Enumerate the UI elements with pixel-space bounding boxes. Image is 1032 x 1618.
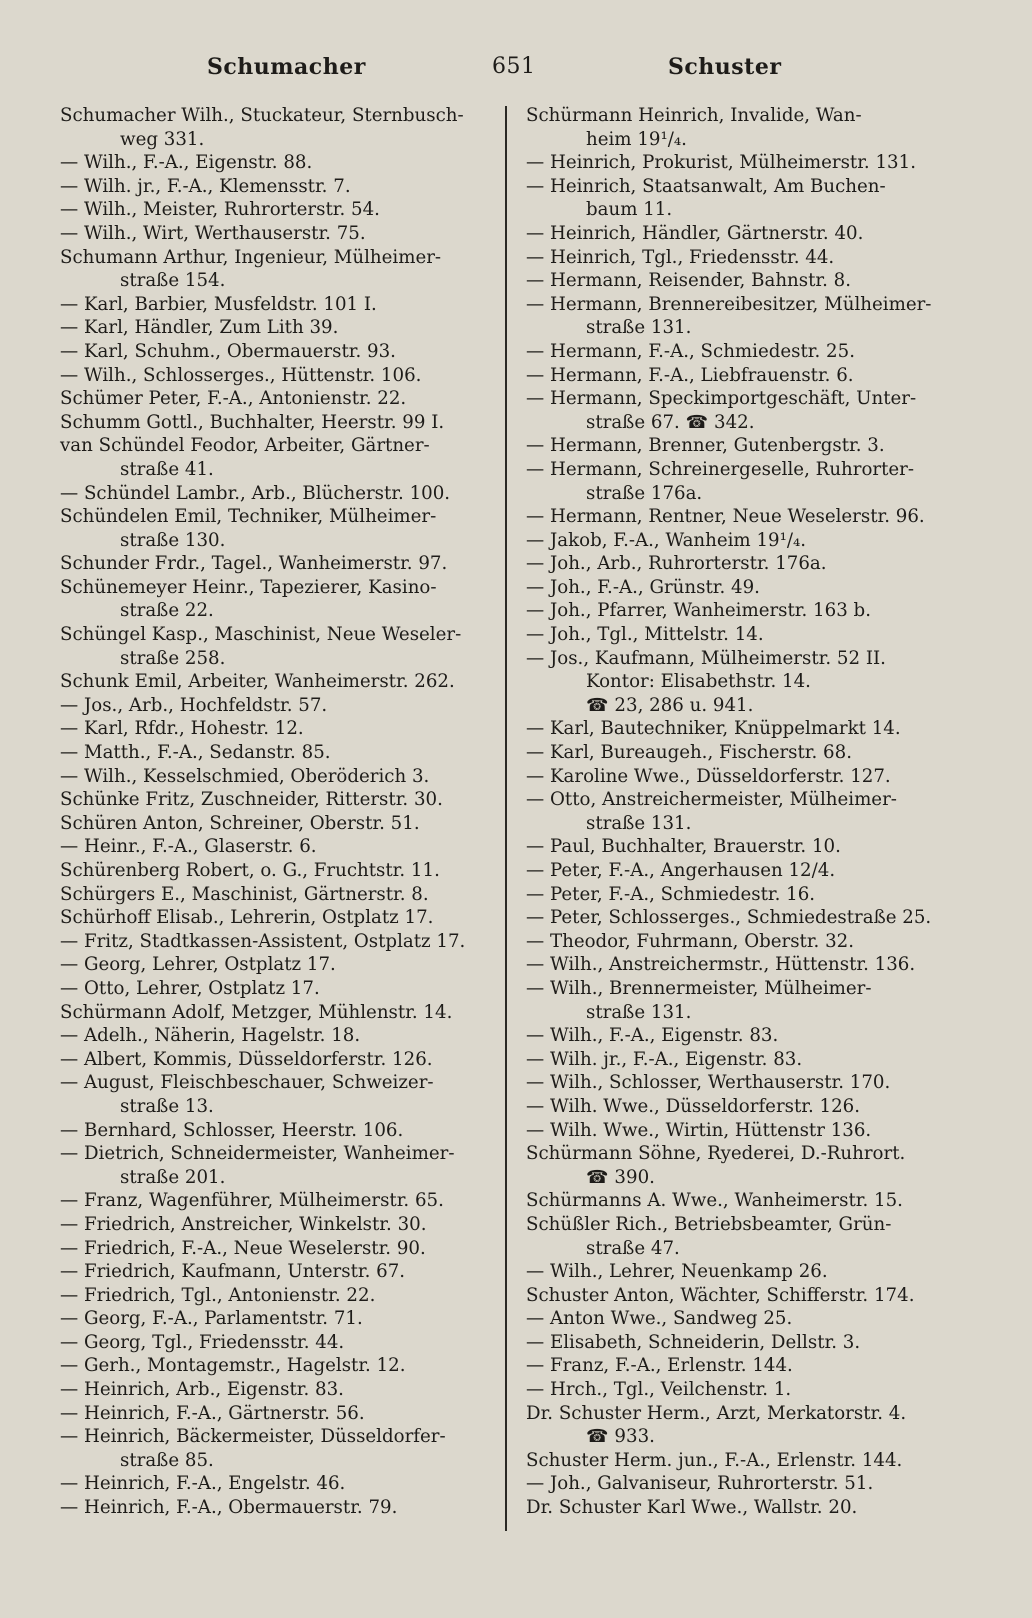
directory-entry — [526, 647, 976, 718]
directory-entry — [60, 1048, 486, 1072]
entry-line: Dr. Schuster Herm., Arzt, Merkatorstr. 4. — [526, 1402, 907, 1424]
entry-line: — August, Fleischbeschauer, Schweizer- — [60, 1072, 434, 1094]
entry-line: — Franz, Wagenführer, Mülheimerstr. 65. — [60, 1190, 444, 1212]
entry-line: — Theodor, Fuhrmann, Oberstr. 32. — [526, 930, 855, 952]
directory-entry — [526, 1449, 976, 1473]
entry-line: — Karl, Bureaugeh., Fischerstr. 68. — [526, 742, 852, 764]
entry-line: Schüßler Rich., Betriebsbeamter, Grün- — [526, 1213, 892, 1235]
entry-line: — Heinrich, Staatsanwalt, Am Buchen- — [526, 175, 886, 197]
directory-entry — [526, 1496, 976, 1520]
directory-entry — [526, 1260, 976, 1284]
directory-entry — [526, 1331, 976, 1355]
entry-line: straße 85. — [120, 1449, 214, 1471]
entry-line: Dr. Schuster Karl Wwe., Wallstr. 20. — [526, 1497, 858, 1519]
entry-line: — Wilh., Schlosser, Werthauserstr. 170. — [526, 1072, 891, 1094]
entry-line: — Jos., Arb., Hochfeldstr. 57. — [60, 694, 328, 716]
directory-entry — [526, 977, 976, 1024]
entry-line: — Peter, F.-A., Schmiedestr. 16. — [526, 883, 816, 905]
entry-line: — Wilh. Wwe., Wirtin, Hüttenstr 136. — [526, 1119, 872, 1141]
left-column — [60, 104, 486, 1520]
entry-line: — Friedrich, Anstreicher, Winkelstr. 30. — [60, 1213, 427, 1235]
entry-line: — Karl, Händler, Zum Lith 39. — [60, 317, 339, 339]
entry-line: Schündelen Emil, Techniker, Mülheimer- — [60, 506, 437, 528]
directory-entry — [526, 175, 976, 222]
entry-line: Schürgers E., Maschinist, Gärtnerstr. 8. — [60, 883, 429, 905]
entry-line: — Heinrich, Arb., Eigenstr. 83. — [60, 1379, 344, 1401]
entry-line: — Georg, Tgl., Friedensstr. 44. — [60, 1331, 345, 1353]
entry-line: — Karoline Wwe., Düsseldorferstr. 127. — [526, 765, 891, 787]
entry-line: — Georg, F.-A., Parlamentstr. 71. — [60, 1308, 363, 1330]
entry-line: — Hrch., Tgl., Veilchenstr. 1. — [526, 1379, 792, 1401]
entry-line: — Wilh. Wwe., Düsseldorferstr. 126. — [526, 1095, 861, 1117]
directory-entry — [526, 505, 976, 529]
directory-entry — [526, 953, 976, 977]
entry-line: — Heinrich, Bäckermeister, Düsseldorfer- — [60, 1426, 446, 1448]
entry-line: — Otto, Anstreichermeister, Mülheimer- — [526, 789, 897, 811]
entry-line: Schuster Anton, Wächter, Schifferstr. 174. — [526, 1284, 915, 1306]
entry-line: — Schündel Lambr., Arb., Blücherstr. 100. — [60, 482, 451, 504]
entry-line: Schürmann Söhne, Ryederei, D.-Ruhrort. — [526, 1143, 906, 1165]
entry-line: Schürmanns A. Wwe., Wanheimerstr. 15. — [526, 1190, 903, 1212]
entry-line: — Joh., Arb., Ruhrorterstr. 176a. — [526, 553, 827, 575]
directory-entry — [526, 529, 976, 553]
directory-entry — [60, 859, 486, 883]
directory-entry — [526, 1284, 976, 1308]
entry-line: — Jos., Kaufmann, Mülheimerstr. 52 II. — [526, 647, 886, 669]
directory-entry — [60, 694, 486, 718]
directory-entry — [526, 576, 976, 600]
entry-line: ☎ 933. — [586, 1426, 655, 1448]
directory-entry — [60, 293, 486, 317]
entry-line: straße 201. — [120, 1166, 226, 1188]
directory-entry — [526, 623, 976, 647]
entry-line: Schunk Emil, Arbeiter, Wanheimerstr. 262. — [60, 671, 455, 693]
directory-entry — [60, 1237, 486, 1261]
entry-line: — Hermann, F.-A., Schmiedestr. 25. — [526, 340, 855, 362]
entry-line: — Heinrich, F.-A., Obermauerstr. 79. — [60, 1497, 398, 1519]
entry-line: baum 11. — [586, 199, 673, 221]
directory-entry — [60, 835, 486, 859]
directory-entry — [60, 1354, 486, 1378]
entry-line: Schüren Anton, Schreiner, Oberstr. 51. — [60, 812, 420, 834]
entry-line: — Anton Wwe., Sandweg 25. — [526, 1308, 793, 1330]
entry-line: — Paul, Buchhalter, Brauerstr. 10. — [526, 836, 841, 858]
entry-line: straße 131. — [586, 317, 692, 339]
directory-entry — [60, 387, 486, 411]
directory-entry — [60, 222, 486, 246]
directory-entry — [526, 765, 976, 789]
directory-entry — [526, 340, 976, 364]
entry-line: straße 176a. — [586, 482, 703, 504]
directory-entry — [60, 1001, 486, 1025]
directory-entry — [526, 364, 976, 388]
directory-entry — [526, 293, 976, 340]
directory-entry — [526, 458, 976, 505]
entry-line: — Fritz, Stadtkassen-Assistent, Ostplatz 17. — [60, 930, 466, 952]
entry-line: — Wilh. jr., F.-A., Eigenstr. 83. — [526, 1048, 803, 1070]
directory-entry — [526, 1119, 976, 1143]
directory-entry — [60, 741, 486, 765]
entry-line: ☎ 390. — [586, 1166, 655, 1188]
entry-line: Schünemeyer Heinr., Tapezierer, Kasino- — [60, 576, 437, 598]
directory-entry — [60, 1119, 486, 1143]
directory-entry — [60, 788, 486, 812]
entry-line: — Friedrich, Kaufmann, Unterstr. 67. — [60, 1261, 406, 1283]
entry-line: straße 41. — [120, 458, 214, 480]
entry-line: — Hermann, Reisender, Bahnstr. 8. — [526, 270, 852, 292]
entry-line: — Wilh., Brennermeister, Mülheimer- — [526, 977, 872, 999]
directory-entry — [60, 576, 486, 623]
directory-entry — [60, 1496, 486, 1520]
entry-line: heim 19¹/₄. — [586, 128, 687, 150]
entry-line: weg 331. — [120, 128, 205, 150]
directory-entry — [526, 246, 976, 270]
entry-line: — Adelh., Näherin, Hagelstr. 18. — [60, 1025, 361, 1047]
directory-entry — [526, 1378, 976, 1402]
column-divider — [505, 106, 507, 1531]
entry-line: — Joh., F.-A., Grünstr. 49. — [526, 576, 760, 598]
directory-entry — [526, 599, 976, 623]
directory-entry — [60, 1472, 486, 1496]
entry-line: Schumacher Wilh., Stuckateur, Sternbusch- — [60, 105, 464, 126]
entry-line: — Heinrich, Händler, Gärtnerstr. 40. — [526, 222, 864, 244]
running-header-right: Schuster — [668, 54, 782, 80]
directory-entry — [60, 1307, 486, 1331]
directory-entry — [60, 316, 486, 340]
entry-line: — Friedrich, F.-A., Neue Weselerstr. 90. — [60, 1237, 426, 1259]
entry-line: — Dietrich, Schneidermeister, Wanheimer- — [60, 1143, 455, 1165]
entry-line: — Karl, Barbier, Musfeldstr. 101 I. — [60, 293, 377, 315]
directory-entry — [60, 930, 486, 954]
entry-line: Schürmann Adolf, Metzger, Mühlenstr. 14. — [60, 1001, 453, 1023]
entry-line: — Heinrich, F.-A., Gärtnerstr. 56. — [60, 1402, 365, 1424]
directory-entry — [60, 977, 486, 1001]
directory-entry — [60, 906, 486, 930]
directory-entry — [60, 623, 486, 670]
entry-line: — Wilh., Wirt, Werthauserstr. 75. — [60, 222, 366, 244]
entry-line: — Georg, Lehrer, Ostplatz 17. — [60, 954, 336, 976]
entry-line: — Gerh., Montagemstr., Hagelstr. 12. — [60, 1355, 406, 1377]
entry-line: — Wilh., Schlosserges., Hüttenstr. 106. — [60, 364, 422, 386]
directory-entry — [526, 717, 976, 741]
directory-entry — [526, 788, 976, 835]
entry-line: Schuster Herm. jun., F.-A., Erlenstr. 144. — [526, 1449, 903, 1471]
entry-line: Schumann Arthur, Ingenieur, Mülheimer- — [60, 246, 442, 268]
right-column — [526, 104, 976, 1520]
directory-entry — [526, 434, 976, 458]
entry-line: — Joh., Pfarrer, Wanheimerstr. 163 b. — [526, 600, 871, 622]
directory-entry — [60, 1142, 486, 1189]
directory-entry — [60, 552, 486, 576]
directory-entry — [526, 859, 976, 883]
directory-entry — [60, 434, 486, 481]
directory-entry — [526, 1307, 976, 1331]
entry-line: Schümer Peter, F.-A., Antonienstr. 22. — [60, 388, 407, 410]
directory-entry — [526, 1142, 976, 1189]
directory-entry — [60, 1213, 486, 1237]
directory-entry — [60, 175, 486, 199]
directory-entry — [526, 387, 976, 434]
directory-entry — [60, 505, 486, 552]
entry-line: — Joh., Galvaniseur, Ruhrorterstr. 51. — [526, 1473, 874, 1495]
page-number: 651 — [492, 54, 536, 79]
entry-line: — Wilh. jr., F.-A., Klemensstr. 7. — [60, 175, 351, 197]
entry-line: van Schündel Feodor, Arbeiter, Gärtner- — [60, 435, 430, 457]
entry-line: — Matth., F.-A., Sedanstr. 85. — [60, 742, 331, 764]
entry-line: — Elisabeth, Schneiderin, Dellstr. 3. — [526, 1331, 861, 1353]
directory-entry — [526, 741, 976, 765]
entry-line: — Wilh., Anstreichermstr., Hüttenstr. 136. — [526, 954, 916, 976]
directory-entry — [526, 835, 976, 859]
entry-line: Schumm Gottl., Buchhalter, Heerstr. 99 I. — [60, 411, 445, 433]
directory-entry — [60, 198, 486, 222]
entry-line: straße 154. — [120, 270, 226, 292]
entry-line: — Bernhard, Schlosser, Heerstr. 106. — [60, 1119, 404, 1141]
directory-entry — [526, 1354, 976, 1378]
directory-entry — [60, 340, 486, 364]
entry-line: — Otto, Lehrer, Ostplatz 17. — [60, 977, 320, 999]
directory-entry — [526, 906, 976, 930]
directory-entry — [526, 1189, 976, 1213]
directory-entry — [60, 1189, 486, 1213]
directory-entry — [526, 151, 976, 175]
directory-entry — [526, 930, 976, 954]
entry-line: — Hermann, F.-A., Liebfrauenstr. 6. — [526, 364, 854, 386]
directory-entry — [60, 765, 486, 789]
directory-entry — [60, 364, 486, 388]
directory-entry — [526, 883, 976, 907]
entry-line: — Hermann, Rentner, Neue Weselerstr. 96. — [526, 506, 925, 528]
entry-line: straße 130. — [120, 529, 226, 551]
entry-line: — Wilh., Meister, Ruhrorterstr. 54. — [60, 199, 380, 221]
entry-line: — Heinrich, Tgl., Friedensstr. 44. — [526, 246, 835, 268]
directory-entry — [526, 269, 976, 293]
entry-line: — Albert, Kommis, Düsseldorferstr. 126. — [60, 1048, 433, 1070]
directory-entry — [526, 1024, 976, 1048]
entry-line: Schüngel Kasp., Maschinist, Neue Weseler- — [60, 624, 462, 646]
directory-entry — [526, 552, 976, 576]
directory-entry — [60, 1331, 486, 1355]
entry-line: straße 258. — [120, 647, 226, 669]
entry-line: straße 131. — [586, 1001, 692, 1023]
directory-entry — [60, 246, 486, 293]
directory-entry — [60, 1284, 486, 1308]
directory-entry — [60, 717, 486, 741]
directory-entry — [60, 1071, 486, 1118]
entry-line: — Wilh., F.-A., Eigenstr. 88. — [60, 152, 313, 174]
entry-line: straße 131. — [586, 812, 692, 834]
entry-line: — Wilh., F.-A., Eigenstr. 83. — [526, 1025, 779, 1047]
directory-entry — [60, 1378, 486, 1402]
directory-entry — [60, 1402, 486, 1426]
directory-entry — [526, 1472, 976, 1496]
directory-entry — [526, 1213, 976, 1260]
directory-entry — [60, 482, 486, 506]
entry-line: — Joh., Tgl., Mittelstr. 14. — [526, 624, 764, 646]
entry-line: Schunder Frdr., Tagel., Wanheimerstr. 97. — [60, 553, 448, 575]
directory-entry — [526, 1095, 976, 1119]
entry-line: ☎ 23, 286 u. 941. — [586, 694, 754, 716]
entry-line: — Wilh., Kesselschmied, Oberöderich 3. — [60, 765, 430, 787]
entry-line: — Heinrich, Prokurist, Mülheimerstr. 131. — [526, 152, 916, 174]
entry-line: — Karl, Rfdr., Hohestr. 12. — [60, 718, 304, 740]
directory-entry — [60, 1425, 486, 1472]
directory-entry — [60, 411, 486, 435]
entry-line: — Peter, Schlosserges., Schmiedestraße 25. — [526, 907, 932, 929]
running-header-left: Schumacher — [207, 54, 366, 80]
directory-entry — [60, 104, 486, 151]
directory-entry — [526, 222, 976, 246]
directory-entry — [526, 1048, 976, 1072]
entry-line: — Hermann, Brenner, Gutenbergstr. 3. — [526, 435, 885, 457]
entry-line: straße 47. — [586, 1237, 680, 1259]
entry-line: Schürenberg Robert, o. G., Fruchtstr. 11. — [60, 860, 440, 881]
entry-line: — Hermann, Schreinergeselle, Ruhrorter- — [526, 458, 915, 480]
entry-line: Schürmann Heinrich, Invalide, Wan- — [526, 105, 862, 126]
entry-line: Schünke Fritz, Zuschneider, Ritterstr. 30. — [60, 789, 443, 811]
directory-entry — [526, 104, 976, 151]
entry-line: — Karl, Schuhm., Obermauerstr. 93. — [60, 340, 396, 362]
directory-entry — [60, 883, 486, 907]
entry-line: — Peter, F.-A., Angerhausen 12/4. — [526, 860, 836, 881]
directory-entry — [60, 953, 486, 977]
directory-entry — [60, 1024, 486, 1048]
directory-entry — [60, 151, 486, 175]
directory-entry — [526, 1071, 976, 1095]
entry-line: — Heinr., F.-A., Glaserstr. 6. — [60, 836, 317, 858]
entry-line: straße 22. — [120, 600, 214, 622]
directory-entry — [60, 1260, 486, 1284]
entry-line: — Jakob, F.-A., Wanheim 19¹/₄. — [526, 529, 807, 551]
entry-line: — Franz, F.-A., Erlenstr. 144. — [526, 1355, 793, 1377]
directory-entry — [526, 1402, 976, 1449]
entry-line: straße 67. ☎ 342. — [586, 411, 755, 433]
entry-line: Kontor: Elisabethstr. 14. — [586, 671, 811, 693]
entry-line: Schürhoff Elisab., Lehrerin, Ostplatz 17. — [60, 907, 434, 929]
directory-entry — [60, 812, 486, 836]
entry-line: — Friedrich, Tgl., Antonienstr. 22. — [60, 1284, 376, 1306]
directory-entry — [60, 670, 486, 694]
entry-line: — Wilh., Lehrer, Neuenkamp 26. — [526, 1261, 828, 1283]
entry-line: straße 13. — [120, 1095, 214, 1117]
entry-line: — Hermann, Speckimportgeschäft, Unter- — [526, 388, 917, 410]
entry-line: — Karl, Bautechniker, Knüppelmarkt 14. — [526, 718, 901, 740]
entry-line: — Hermann, Brennereibesitzer, Mülheimer- — [526, 293, 932, 315]
entry-line: — Heinrich, F.-A., Engelstr. 46. — [60, 1473, 346, 1495]
